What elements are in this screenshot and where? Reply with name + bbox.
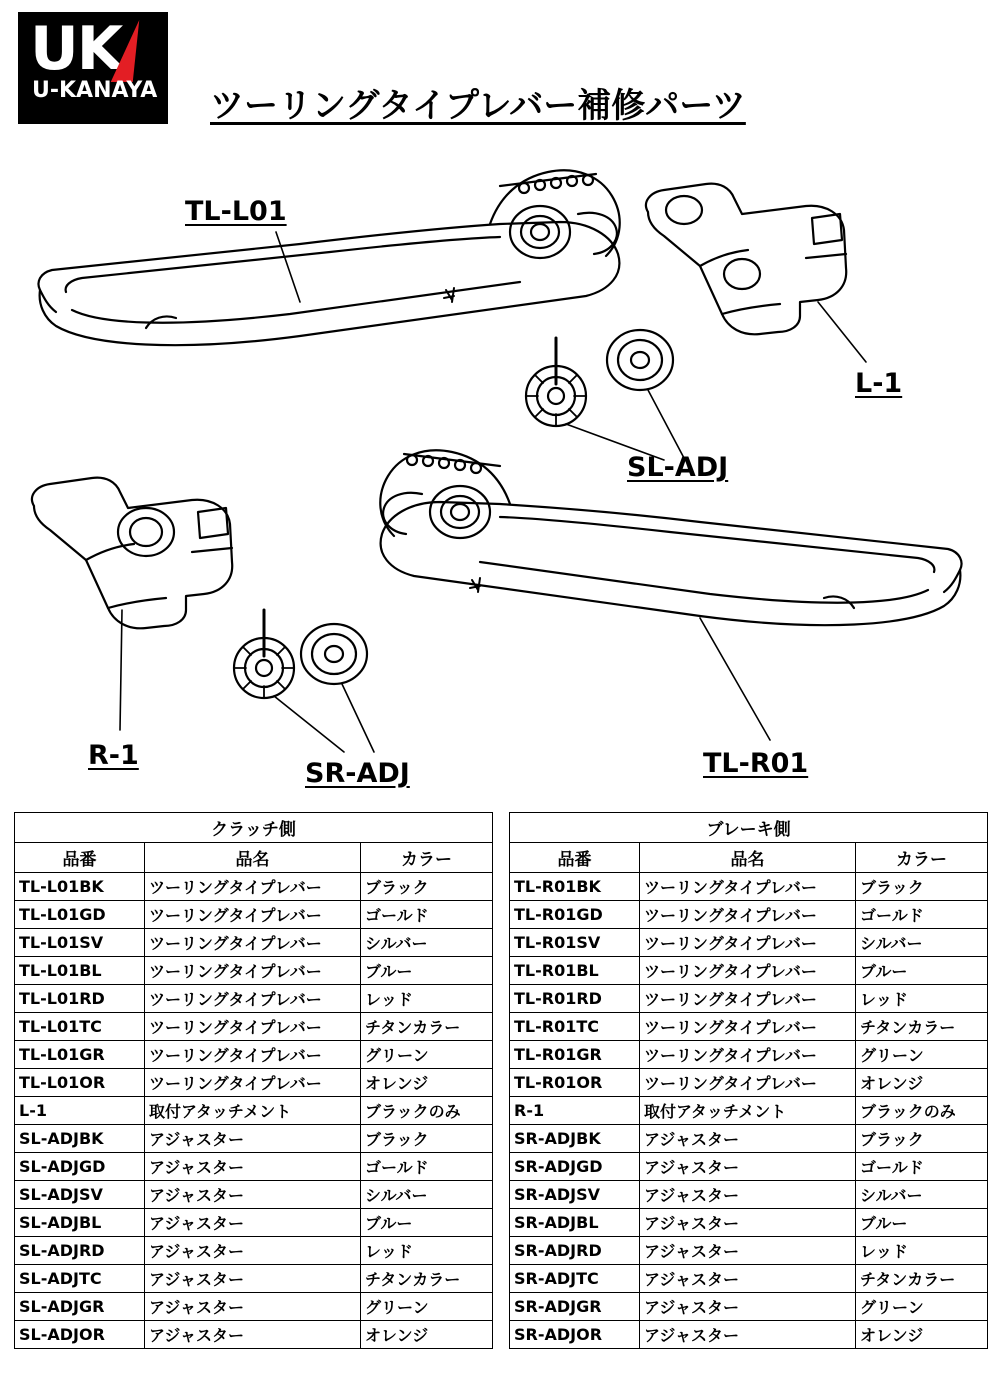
cell-partname: ツーリングタイプレバー: [640, 985, 856, 1013]
table-row: [510, 1265, 988, 1293]
clutch-group-title: クラッチ側: [15, 813, 493, 843]
cell-color: シルバー: [361, 1181, 493, 1209]
cell-partname: ツーリングタイプレバー: [145, 901, 361, 929]
cell-partname: ツーリングタイプレバー: [640, 929, 856, 957]
cell-color: ブラック: [361, 873, 493, 901]
cell-partname: ツーリングタイプレバー: [640, 901, 856, 929]
brand-logo: [18, 12, 168, 124]
cell-color: レッド: [361, 985, 493, 1013]
column-header-color: カラー: [361, 843, 493, 873]
cell-partno: TL-R01GD: [510, 901, 640, 929]
cell-partno: SL-ADJGD: [15, 1153, 145, 1181]
cell-partname: アジャスター: [640, 1181, 856, 1209]
cell-partno: SL-ADJRD: [15, 1237, 145, 1265]
table-group-header-row: [15, 813, 493, 843]
cell-color: オレンジ: [361, 1069, 493, 1097]
cell-color: グリーン: [361, 1293, 493, 1321]
callout-r-1: R-1: [88, 740, 139, 771]
cell-partno: SR-ADJOR: [510, 1321, 640, 1349]
table-row: [15, 929, 493, 957]
cell-partname: アジャスター: [145, 1181, 361, 1209]
cell-partname: ツーリングタイプレバー: [640, 1069, 856, 1097]
cell-partno: SL-ADJTC: [15, 1265, 145, 1293]
cell-color: オレンジ: [856, 1321, 988, 1349]
cell-color: ゴールド: [856, 1153, 988, 1181]
cell-partname: アジャスター: [640, 1293, 856, 1321]
cell-color: ゴールド: [361, 1153, 493, 1181]
table-row: [510, 929, 988, 957]
callout-sr-adj: SR-ADJ: [305, 758, 410, 789]
cell-color: チタンカラー: [361, 1265, 493, 1293]
clutch-parts-table: [14, 812, 493, 1349]
cell-color: ブラック: [361, 1125, 493, 1153]
cell-partno: TL-R01GR: [510, 1041, 640, 1069]
cell-partno: TL-R01BK: [510, 873, 640, 901]
cell-partno: SL-ADJOR: [15, 1321, 145, 1349]
column-header-color: カラー: [856, 843, 988, 873]
callout-tl-r01: TL-R01: [703, 748, 809, 779]
column-header-partname: 品名: [145, 843, 361, 873]
table-row: [15, 901, 493, 929]
page-title: ツーリングタイプレバー補修パーツ: [210, 86, 746, 126]
cell-partname: アジャスター: [640, 1265, 856, 1293]
table-row: [15, 1293, 493, 1321]
cell-color: シルバー: [361, 929, 493, 957]
cell-partname: ツーリングタイプレバー: [640, 873, 856, 901]
cell-partname: ツーリングタイプレバー: [145, 1013, 361, 1041]
cell-partname: アジャスター: [640, 1321, 856, 1349]
table-row: [15, 1097, 493, 1125]
callout-sl-adj: SL-ADJ: [627, 452, 729, 483]
cell-partno: L-1: [15, 1097, 145, 1125]
cell-partno: SR-ADJSV: [510, 1181, 640, 1209]
cell-partname: ツーリングタイプレバー: [145, 873, 361, 901]
table-row: [510, 1209, 988, 1237]
cell-partname: アジャスター: [145, 1209, 361, 1237]
table-row: [510, 1069, 988, 1097]
cell-color: ブラックのみ: [361, 1097, 493, 1125]
cell-partno: SL-ADJBL: [15, 1209, 145, 1237]
cell-partname: 取付アタッチメント: [145, 1097, 361, 1125]
table-row: [15, 873, 493, 901]
cell-partname: ツーリングタイプレバー: [145, 957, 361, 985]
table-row: [510, 1237, 988, 1265]
table-row: [15, 1265, 493, 1293]
cell-color: ゴールド: [361, 901, 493, 929]
table-row: [510, 1041, 988, 1069]
cell-partno: TL-L01GD: [15, 901, 145, 929]
cell-partno: SR-ADJBK: [510, 1125, 640, 1153]
cell-partno: TL-R01SV: [510, 929, 640, 957]
cell-color: ブルー: [856, 1209, 988, 1237]
cell-color: グリーン: [361, 1041, 493, 1069]
table-row: [15, 985, 493, 1013]
cell-partno: SR-ADJGR: [510, 1293, 640, 1321]
clutch-table-body: [15, 873, 493, 1349]
table-row: [510, 873, 988, 901]
cell-color: チタンカラー: [361, 1013, 493, 1041]
cell-partname: アジャスター: [145, 1237, 361, 1265]
parts-diagram: [0, 140, 1000, 810]
cell-partno: TL-L01OR: [15, 1069, 145, 1097]
logo-main-text: UK: [30, 14, 122, 84]
table-row: [510, 1321, 988, 1349]
cell-partname: アジャスター: [640, 1153, 856, 1181]
cell-color: ゴールド: [856, 901, 988, 929]
cell-partname: ツーリングタイプレバー: [640, 1013, 856, 1041]
cell-partname: 取付アタッチメント: [640, 1097, 856, 1125]
table-row: [15, 1125, 493, 1153]
cell-partno: SR-ADJBL: [510, 1209, 640, 1237]
cell-color: ブルー: [361, 957, 493, 985]
cell-color: チタンカラー: [856, 1265, 988, 1293]
cell-partname: ツーリングタイプレバー: [145, 1069, 361, 1097]
cell-partname: ツーリングタイプレバー: [145, 1041, 361, 1069]
cell-partname: アジャスター: [640, 1125, 856, 1153]
cell-partno: TL-R01OR: [510, 1069, 640, 1097]
cell-partname: アジャスター: [145, 1321, 361, 1349]
brake-parts-table: [509, 812, 988, 1349]
table-row: [15, 1069, 493, 1097]
cell-partno: TL-L01BL: [15, 957, 145, 985]
table-row: [15, 1209, 493, 1237]
cell-partname: ツーリングタイプレバー: [145, 985, 361, 1013]
cell-color: ブラック: [856, 873, 988, 901]
cell-color: ブラック: [856, 1125, 988, 1153]
table-row: [510, 957, 988, 985]
cell-partname: アジャスター: [145, 1293, 361, 1321]
cell-partno: SR-ADJGD: [510, 1153, 640, 1181]
table-row: [510, 901, 988, 929]
table-column-header-row: [510, 843, 988, 873]
cell-partname: アジャスター: [640, 1209, 856, 1237]
table-row: [15, 1013, 493, 1041]
cell-color: シルバー: [856, 929, 988, 957]
table-row: [15, 1153, 493, 1181]
cell-color: ブラックのみ: [856, 1097, 988, 1125]
callout-tl-l01: TL-L01: [185, 196, 287, 227]
cell-partno: SR-ADJRD: [510, 1237, 640, 1265]
cell-color: オレンジ: [361, 1321, 493, 1349]
callout-l-1: L-1: [855, 368, 903, 399]
cell-color: ブルー: [361, 1209, 493, 1237]
table-group-header-row: [510, 813, 988, 843]
cell-partno: TL-L01BK: [15, 873, 145, 901]
table-row: [15, 1181, 493, 1209]
table-row: [15, 1321, 493, 1349]
diagram-drawing: [0, 140, 1000, 810]
cell-partname: アジャスター: [145, 1265, 361, 1293]
cell-color: シルバー: [856, 1181, 988, 1209]
table-row: [510, 1013, 988, 1041]
cell-color: レッド: [856, 985, 988, 1013]
cell-partno: SL-ADJBK: [15, 1125, 145, 1153]
cell-partname: アジャスター: [640, 1237, 856, 1265]
cell-partname: ツーリングタイプレバー: [145, 929, 361, 957]
cell-partno: TL-R01TC: [510, 1013, 640, 1041]
cell-partname: ツーリングタイプレバー: [640, 957, 856, 985]
cell-partname: アジャスター: [145, 1125, 361, 1153]
table-row: [510, 1181, 988, 1209]
page-header: [0, 0, 1000, 140]
cell-partno: TL-L01SV: [15, 929, 145, 957]
cell-partno: SR-ADJTC: [510, 1265, 640, 1293]
table-row: [15, 957, 493, 985]
logo-sub-text: U-KANAYA: [32, 78, 158, 103]
cell-partno: TL-R01RD: [510, 985, 640, 1013]
cell-partno: SL-ADJSV: [15, 1181, 145, 1209]
cell-color: チタンカラー: [856, 1013, 988, 1041]
parts-tables: [14, 812, 986, 1349]
table-row: [510, 1097, 988, 1125]
brake-group-title: ブレーキ側: [510, 813, 988, 843]
cell-partname: ツーリングタイプレバー: [640, 1041, 856, 1069]
brake-table-body: [510, 873, 988, 1349]
column-header-partname: 品名: [640, 843, 856, 873]
cell-color: グリーン: [856, 1293, 988, 1321]
table-row: [510, 1125, 988, 1153]
table-row: [15, 1041, 493, 1069]
cell-color: オレンジ: [856, 1069, 988, 1097]
table-row: [15, 1237, 493, 1265]
table-row: [510, 1293, 988, 1321]
column-header-partno: 品番: [15, 843, 145, 873]
cell-partno: TL-L01RD: [15, 985, 145, 1013]
cell-partno: TL-L01GR: [15, 1041, 145, 1069]
table-row: [510, 985, 988, 1013]
cell-partno: R-1: [510, 1097, 640, 1125]
cell-partno: TL-L01TC: [15, 1013, 145, 1041]
cell-color: ブルー: [856, 957, 988, 985]
cell-partname: アジャスター: [145, 1153, 361, 1181]
cell-color: レッド: [361, 1237, 493, 1265]
cell-color: グリーン: [856, 1041, 988, 1069]
table-row: [510, 1153, 988, 1181]
cell-color: レッド: [856, 1237, 988, 1265]
cell-partno: TL-R01BL: [510, 957, 640, 985]
column-header-partno: 品番: [510, 843, 640, 873]
table-column-header-row: [15, 843, 493, 873]
cell-partno: SL-ADJGR: [15, 1293, 145, 1321]
